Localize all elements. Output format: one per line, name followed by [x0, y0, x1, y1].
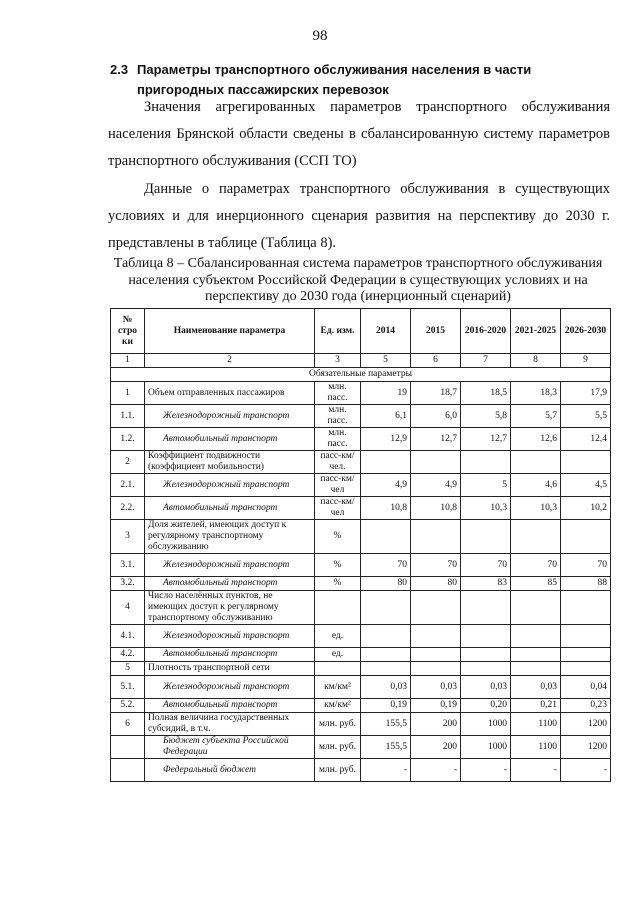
value-cell: [461, 648, 511, 662]
table-row: [111, 662, 611, 676]
value-cell: 12,4: [561, 428, 611, 451]
value-cell: -: [461, 759, 511, 782]
value-cell: 10,8: [361, 497, 411, 520]
unit-cell: км/км²: [315, 676, 361, 699]
value-cell: -: [561, 759, 611, 782]
page-number: 98: [312, 28, 328, 44]
value-cell: 18,3: [511, 382, 561, 405]
row-number-cell: 3.1.: [111, 554, 145, 577]
table-row: [111, 736, 611, 759]
row-number-cell: 1: [111, 382, 145, 405]
value-cell: 70: [361, 554, 411, 577]
value-cell: 12,6: [511, 428, 561, 451]
header-row-number: № стро ки: [111, 309, 145, 354]
value-cell: 18,5: [461, 382, 511, 405]
index-cell: 5: [361, 354, 411, 368]
value-cell: [511, 591, 561, 625]
value-cell: 4,5: [561, 474, 611, 497]
table-row: [111, 699, 611, 713]
parameter-name-cell: Железнодорожный транспорт: [145, 474, 315, 497]
column-index-row: [111, 354, 611, 368]
value-cell: [461, 591, 511, 625]
unit-cell: %: [315, 577, 361, 591]
row-number-cell: 4.1.: [111, 625, 145, 648]
row-number-cell: [111, 736, 145, 759]
index-cell: 7: [461, 354, 511, 368]
index-cell: 9: [561, 354, 611, 368]
unit-cell: пасс-км/чел: [315, 474, 361, 497]
unit-cell: %: [315, 554, 361, 577]
value-cell: 5,7: [511, 405, 561, 428]
table-row: [111, 497, 611, 520]
paragraph-1: Значения агрегированных параметров транспортного обслуживания населения Брянской области сведены в сбалансированную систему параметров транспортного обслуживания (ССП ТО): [108, 99, 610, 169]
parameters-table: [110, 308, 611, 782]
header-2015: 2015: [411, 309, 461, 354]
unit-cell: млн. пасс.: [315, 405, 361, 428]
row-number-cell: 2.1.: [111, 474, 145, 497]
unit-cell: млн. руб.: [315, 736, 361, 759]
value-cell: [411, 451, 461, 474]
table-row: [111, 520, 611, 554]
value-cell: [561, 662, 611, 676]
value-cell: 200: [411, 736, 461, 759]
row-number-cell: 1.2.: [111, 428, 145, 451]
table-row: [111, 625, 611, 648]
value-cell: 17,9: [561, 382, 611, 405]
value-cell: 0,03: [461, 676, 511, 699]
value-cell: 88: [561, 577, 611, 591]
row-number-cell: 5.2.: [111, 699, 145, 713]
table-body: [111, 382, 611, 782]
section-title-cell: Обязательные параметры: [111, 368, 611, 382]
value-cell: 80: [411, 577, 461, 591]
parameter-name-cell: Федеральный бюджет: [145, 759, 315, 782]
value-cell: 70: [461, 554, 511, 577]
parameter-name-cell: Бюджет субъекта Российской Федерации: [145, 736, 315, 759]
parameter-name-cell: Объем отправленных пассажиров: [145, 382, 315, 405]
section-row: [111, 368, 611, 382]
unit-cell: пасс-км/чел: [315, 497, 361, 520]
header-2016-2020: 2016-2020: [461, 309, 511, 354]
value-cell: 10,2: [561, 497, 611, 520]
value-cell: 19: [361, 382, 411, 405]
value-cell: 6,1: [361, 405, 411, 428]
unit-cell: ед.: [315, 625, 361, 648]
index-cell: 3: [315, 354, 361, 368]
index-cell: 1: [111, 354, 145, 368]
parameter-name-cell: Железнодорожный транспорт: [145, 676, 315, 699]
unit-cell: млн. руб.: [315, 759, 361, 782]
table-row: [111, 451, 611, 474]
value-cell: [411, 520, 461, 554]
value-cell: 1200: [561, 713, 611, 736]
value-cell: 1100: [511, 736, 561, 759]
parameter-name-cell: Коэффициент подвижности (коэффициент мобильности): [145, 451, 315, 474]
value-cell: 5: [461, 474, 511, 497]
value-cell: [361, 662, 411, 676]
table-row: [111, 713, 611, 736]
parameter-name-cell: Плотность транспортной сети: [145, 662, 315, 676]
unit-cell: млн. пасс.: [315, 428, 361, 451]
table-caption: Таблица 8 – Сбалансированная система параметров транспортного обслуживания населения субъектом Российской Федерации в существующих условиях и на перспективу до 2030 года (инерционный сценарий): [113, 256, 603, 304]
value-cell: 70: [561, 554, 611, 577]
unit-cell: пасс-км/чел.: [315, 451, 361, 474]
value-cell: [361, 625, 411, 648]
value-cell: 6,0: [411, 405, 461, 428]
row-number-cell: 5.1.: [111, 676, 145, 699]
value-cell: [511, 662, 561, 676]
parameter-name-cell: Полная величина государственных субсидий, в т.ч.: [145, 713, 315, 736]
value-cell: [461, 625, 511, 648]
unit-cell: %: [315, 520, 361, 554]
value-cell: 0,19: [411, 699, 461, 713]
row-number-cell: 1.1.: [111, 405, 145, 428]
unit-cell: [315, 662, 361, 676]
value-cell: 4,9: [411, 474, 461, 497]
value-cell: 1200: [561, 736, 611, 759]
row-number-cell: 6: [111, 713, 145, 736]
value-cell: [511, 520, 561, 554]
value-cell: 155,5: [361, 736, 411, 759]
parameter-name-cell: Автомобильный транспорт: [145, 699, 315, 713]
parameter-name-cell: Железнодорожный транспорт: [145, 625, 315, 648]
header-parameter-name: Наименование параметра: [145, 309, 315, 354]
index-cell: 6: [411, 354, 461, 368]
value-cell: 0,03: [361, 676, 411, 699]
parameter-name-cell: Железнодорожный транспорт: [145, 554, 315, 577]
parameter-name-cell: Автомобильный транспорт: [145, 648, 315, 662]
value-cell: 0,21: [511, 699, 561, 713]
header-2021-2025: 2021-2025: [511, 309, 561, 354]
value-cell: 0,04: [561, 676, 611, 699]
unit-cell: ед.: [315, 648, 361, 662]
value-cell: 12,7: [411, 428, 461, 451]
value-cell: [511, 625, 561, 648]
value-cell: -: [361, 759, 411, 782]
paragraph-2: Данные о параметрах транспортного обслуживания в существующих условиях и для инерционного сценария развития на перспективу до 2030 г. представлены в таблице (Таблица 8).: [108, 181, 610, 251]
value-cell: 83: [461, 577, 511, 591]
value-cell: [561, 648, 611, 662]
table-row: [111, 676, 611, 699]
table-row: [111, 577, 611, 591]
value-cell: [411, 591, 461, 625]
row-number-cell: [111, 759, 145, 782]
value-cell: 4,9: [361, 474, 411, 497]
value-cell: 0,23: [561, 699, 611, 713]
header-2026-2030: 2026-2030: [561, 309, 611, 354]
value-cell: 18,7: [411, 382, 461, 405]
value-cell: 5,8: [461, 405, 511, 428]
header-unit: Ед. изм.: [315, 309, 361, 354]
value-cell: [361, 451, 411, 474]
value-cell: 0,03: [511, 676, 561, 699]
index-cell: 8: [511, 354, 561, 368]
row-number-cell: 2: [111, 451, 145, 474]
value-cell: 0,20: [461, 699, 511, 713]
value-cell: 10,3: [461, 497, 511, 520]
index-cell: 2: [145, 354, 315, 368]
value-cell: 70: [411, 554, 461, 577]
value-cell: [361, 591, 411, 625]
value-cell: [461, 520, 511, 554]
table-row: [111, 382, 611, 405]
table-row: [111, 759, 611, 782]
unit-cell: [315, 591, 361, 625]
value-cell: [461, 451, 511, 474]
value-cell: [511, 451, 561, 474]
value-cell: 85: [511, 577, 561, 591]
value-cell: -: [511, 759, 561, 782]
value-cell: 12,9: [361, 428, 411, 451]
value-cell: [561, 451, 611, 474]
value-cell: 4,6: [511, 474, 561, 497]
value-cell: [561, 591, 611, 625]
value-cell: -: [411, 759, 461, 782]
table-row: [111, 405, 611, 428]
parameter-name-cell: Автомобильный транспорт: [145, 428, 315, 451]
row-number-cell: 3: [111, 520, 145, 554]
value-cell: 0,03: [411, 676, 461, 699]
unit-cell: млн. руб.: [315, 713, 361, 736]
value-cell: [411, 648, 461, 662]
parameter-name-cell: Автомобильный транспорт: [145, 497, 315, 520]
table-row: [111, 428, 611, 451]
row-number-cell: 2.2.: [111, 497, 145, 520]
value-cell: [411, 662, 461, 676]
parameter-name-cell: Число населённых пунктов, не имеющих доступ к регулярному транспортному обслуживанию: [145, 591, 315, 625]
value-cell: [461, 662, 511, 676]
row-number-cell: 4: [111, 591, 145, 625]
row-number-cell: 5: [111, 662, 145, 676]
parameter-name-cell: Железнодорожный транспорт: [145, 405, 315, 428]
value-cell: [561, 625, 611, 648]
value-cell: 70: [511, 554, 561, 577]
table-row: [111, 554, 611, 577]
value-cell: [511, 648, 561, 662]
parameter-name-cell: Доля жителей, имеющих доступ к регулярному транспортному обслуживанию: [145, 520, 315, 554]
value-cell: 200: [411, 713, 461, 736]
header-2014: 2014: [361, 309, 411, 354]
value-cell: [561, 520, 611, 554]
value-cell: 5,5: [561, 405, 611, 428]
value-cell: [411, 625, 461, 648]
value-cell: 12,7: [461, 428, 511, 451]
table-row: [111, 648, 611, 662]
parameter-name-cell: Автомобильный транспорт: [145, 577, 315, 591]
value-cell: 1000: [461, 713, 511, 736]
value-cell: 80: [361, 577, 411, 591]
value-cell: 155,5: [361, 713, 411, 736]
unit-cell: млн. пасс.: [315, 382, 361, 405]
section-title: Параметры транспортного обслуживания населения в части пригородных пассажирских перевозок: [137, 62, 532, 97]
table-row: [111, 474, 611, 497]
table-header-row: [111, 309, 611, 354]
value-cell: 10,3: [511, 497, 561, 520]
value-cell: 0,19: [361, 699, 411, 713]
value-cell: 1000: [461, 736, 511, 759]
section-number: 2.3: [110, 62, 129, 77]
row-number-cell: 3.2.: [111, 577, 145, 591]
row-number-cell: 4.2.: [111, 648, 145, 662]
value-cell: [361, 520, 411, 554]
value-cell: 1100: [511, 713, 561, 736]
value-cell: [361, 648, 411, 662]
unit-cell: км/км²: [315, 699, 361, 713]
value-cell: 10,8: [411, 497, 461, 520]
table-row: [111, 591, 611, 625]
